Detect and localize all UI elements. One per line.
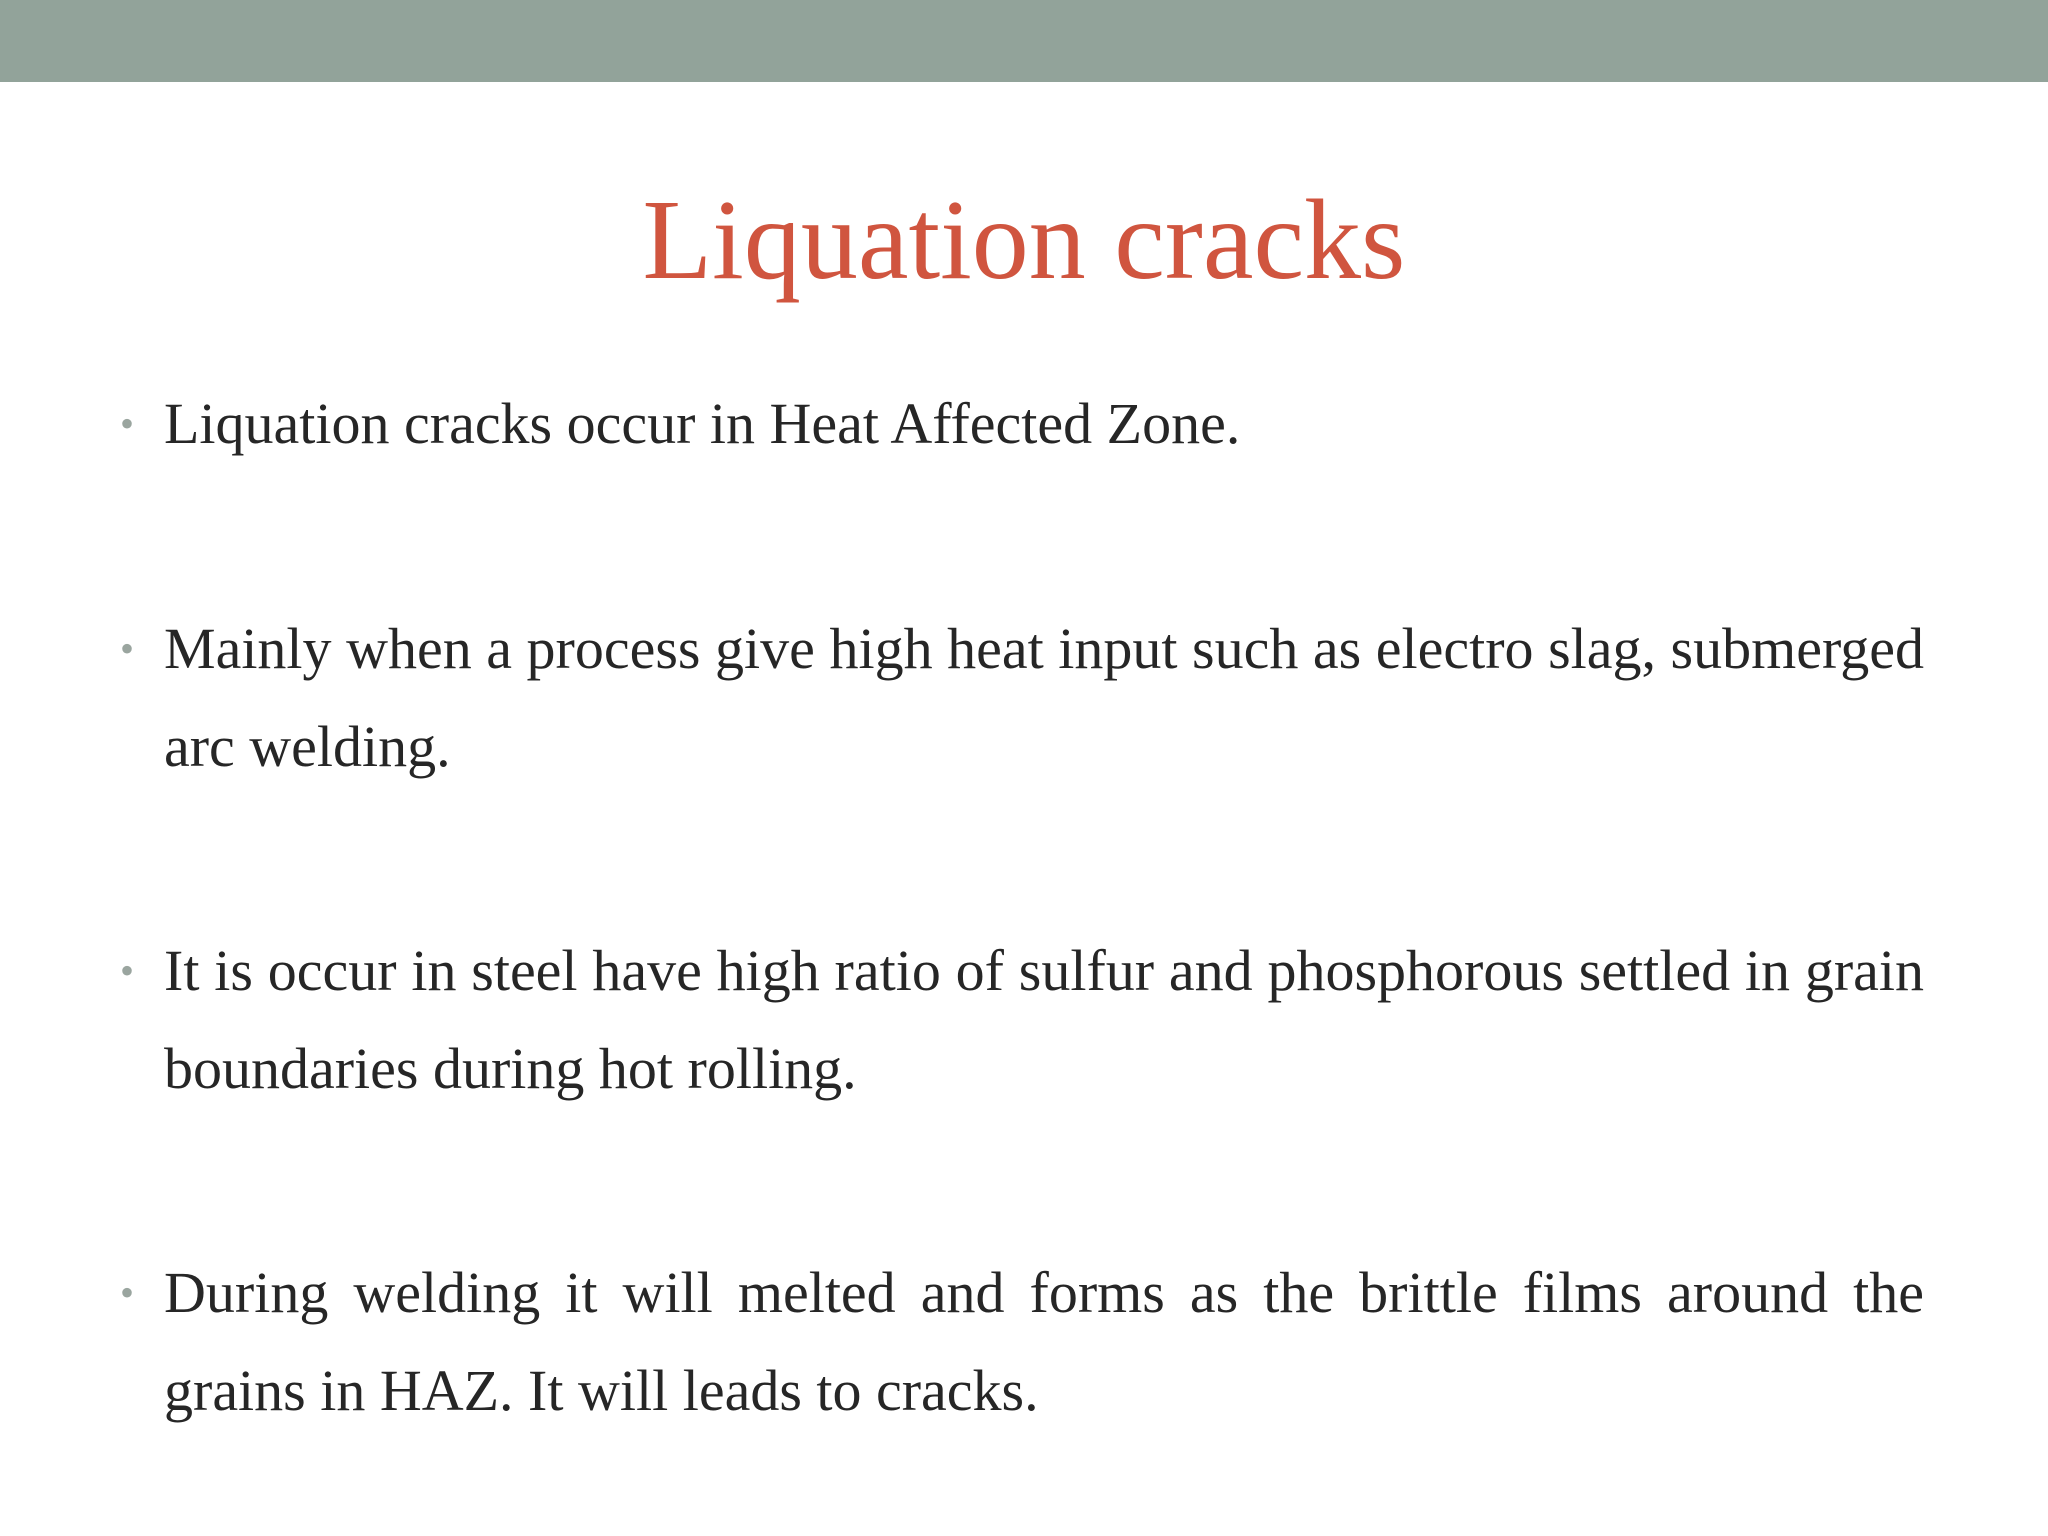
- slide-title: Liquation cracks: [642, 176, 1406, 303]
- bullet-icon: •: [120, 401, 135, 446]
- bullet-item: [120, 600, 1924, 796]
- bullet-item: [120, 922, 1924, 1118]
- bullet-item: [120, 375, 1924, 473]
- bullet-text: It is occur in steel have high ratio of sulfur and phosphorous settled in grain boundaries during hot rolling.: [164, 938, 1924, 1101]
- bullet-text: During welding it will melted and forms as the brittle films around the grains in HAZ. It will leads to cracks.: [164, 1260, 1924, 1423]
- bullet-text: Mainly when a process give high heat input such as electro slag, submerged arc welding.: [164, 616, 1924, 779]
- bullet-text: Liquation cracks occur in Heat Affected Zone.: [164, 391, 1241, 456]
- bullet-icon: •: [120, 626, 135, 671]
- bullet-icon: •: [120, 1270, 135, 1315]
- bullet-item: [120, 1244, 1924, 1440]
- bullet-icon: •: [120, 948, 135, 993]
